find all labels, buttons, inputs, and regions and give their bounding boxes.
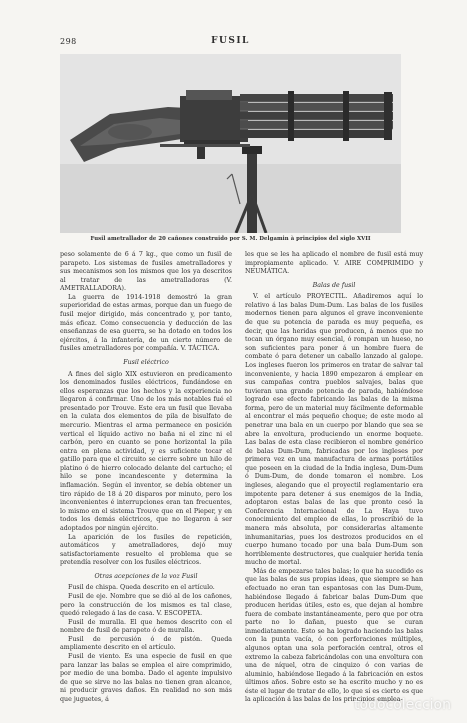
- section-heading: Otras acepciones de la voz Fusil: [94, 572, 198, 580]
- paragraph: V. el artículo PROYECTIL. Añadiremos aquí lo relativo á las balas Dum-Dum. Las balas de los fusiles modernos tienen para algunos el grave inconveniente de que su potencia de parada es muy pequeña, es decir, que las heridas que producen, á menos que no tocan un órgano muy esencial, ó rompan un hueso, no son suficientes para poner á un hombre fuera de combate ó para detener un caballo lanzado al galope. Los ingleses fueron los primeros en tratar de salvar tal inconveniente, y hacia 1890 empezaron á emplear en sus campañas contra pueblos salvajes, balas que tuvieran una grande potencia de parada, habiéndose logrado ese efecto fabricando las balas de la misma forma, pero de un material muy fácilmente deformable al encontrar el más pequeño choque; de este modo al penetrar una bala en un cuerpo por blando que sea se abre la envoltura, produciendo un enorme boquete. Las balas de esta clase recibieron el nombre genérico de balas Dum-Dum, fabricadas por los ingleses por primera vez en una manufactura de armas portátiles que poseen en la ciudad de la India inglesa, Dum-Dum ó Dum-Dum, de donde tomaron el nombre. Los ingleses, alegando que el proyectil reglamentario era impotente para detener á sus enemigos de la India, adoptaron estas balas de las que pronto cesó la Conferencia Internacional de La Haya tuvo conocimiento del empleo de ellas, lo proscribió de la manera más absoluta, por considerarlas altamente inhumanitarias, pues los destrozos producidos en el cuerpo humano tocado por una bala Dum-Dum son horriblemente destructores, que cualquier herida tenía mucho de mortal.: [245, 293, 423, 567]
- paragraph: Fusil de eje. Nombre que se dió al de los cañones, pero la construcción de los mismos es tal clase, quedó relegado á las de casa. V. ESCOPETA.: [60, 592, 232, 618]
- left-column: [60, 251, 232, 704]
- paragraph: les que se les ha aplicado el nombre de fusil está muy impropiamente aplicado. V. AIRE COMPRIMIDO y NEUMÁTICA.: [245, 251, 423, 276]
- paragraph: La guerra de 1914-1918 demostró la gran superioridad de estas armas, porque dan un fuego de fusil mejor dirigido, más concentrado y, por tanto, más eficaz. Como consecuencia y deducción de las enseñanzas de esa guerra, se ha dotado en todos los ejércitos, á la infantería, de un cierto número de fusiles ametralladores por compañía. V. TÁCTICA.: [60, 293, 232, 353]
- figure-caption: Fusil ametrallador de 20 cañones construido por S. M. Delgamin à principios del siglo XVII: [90, 236, 371, 242]
- section-heading: Fusil eléctrico: [123, 358, 169, 366]
- paragraph: La aparición de los fusiles de repetición, automáticos y ametralladores, dejó muy satisfactoriamente resuelto el problema que se pretendía resolver con los fusiles eléctricos.: [60, 533, 232, 567]
- paragraph: A fines del siglo XIX estuvieron en predicamento los denominados fusiles eléctricos, fundándose en ellos esperanzas que los hechos y la experiencia no llegaron á confirmar. Uno de los más notables fué el presentado por Trouve. Este era un fusil que llevaba en la culata dos elementos de pila de bisulfato de mercurio. Mientras el arma permanece en posición vertical el líquido activo no baña ni el zinc ni el carbón, pero en cuanto se pone horizontal la pila entra en plena actividad, y es suficiente tocar el gatillo para que el circuito se cierre sobre un hilo de platino ó de hierro colocado delante del cartucho; el hilo se pone incandescente y determina la inflamación. Según el inventor, se debía obtener un tiro rápido de 18 á 20 disparos por minuto, pero los inconvenientes é interrupciones eran tan frecuentes, lo mismo en el sistema Trouve que en el Pieper, y en todos los demás eléctricos, que no llegaron á ser adoptados por ningún ejército.: [60, 370, 232, 532]
- right-column: [245, 251, 423, 705]
- multi-barrel-gun-illustration: [60, 54, 401, 233]
- section-heading: Balas de fusil: [312, 281, 356, 289]
- paragraph: Fusil de muralla. El que hemos descrito con el nombre de fusil de parapeto ó de muralla.: [60, 618, 232, 635]
- watermark-logo: todocoleccion: [354, 697, 451, 713]
- paragraph: peso solamente de 6 á 7 kg., que como un fusil de parapeto. Los sistemas de fusiles ametralladores y sus mecanismos son los mismos que los ya descritos al tratar de las ametralladoras (V. AMETRALLADORA).: [60, 251, 232, 293]
- running-title: FUSIL: [211, 36, 250, 46]
- page-number: 298: [60, 37, 77, 46]
- paragraph: Más de empezarse tales balas; lo que ha sucedido es que las balas de sus propias ideas, que siempre se han efectuado no eran tan espantosas con las Dum-Dum, habiéndose llegado á fabricar balas Dum-Dum que producen heridas útiles, esto es, que dejan al hombre fuera de combate instantáneamente, pero que por otra parte no lo dañan, puesto que se curan inmediatamente. Esto se ha logrado haciendo las balas con la punta vacía, ó con perforaciones múltiples, algunos optan una sola perforación central, otros el extremo la cabeza fabricándolas con una envoltura con una de níquel, otra de cinquizo ó con varias de aluminio, habiéndose llegado á la fabricación en estos últimos años. Sobre esto se ha escrito mucho y no es éste el lugar de tratar de ello, lo que sí es cierto es que la aplicación á las balas de los principios emplea-: [245, 567, 423, 704]
- paragraph: Fusil de chispa. Queda descrito en el artículo.: [68, 584, 215, 592]
- paragraph: Fusil de viento. Es una especie de fusil en que para lanzar las balas se emplea el aire comprimido, por medio de una bomba. Dado el agente impulsivo de que se sirve no las balas no tienen gran alcance, ni producir graves daños. En realidad no son más que juguetes, á: [60, 653, 232, 703]
- paragraph: Fusil de percusión ó de pistón. Queda ampliamente descrito en el artículo.: [60, 635, 232, 652]
- page-header: [60, 37, 401, 49]
- rifle-photograph: [60, 54, 401, 233]
